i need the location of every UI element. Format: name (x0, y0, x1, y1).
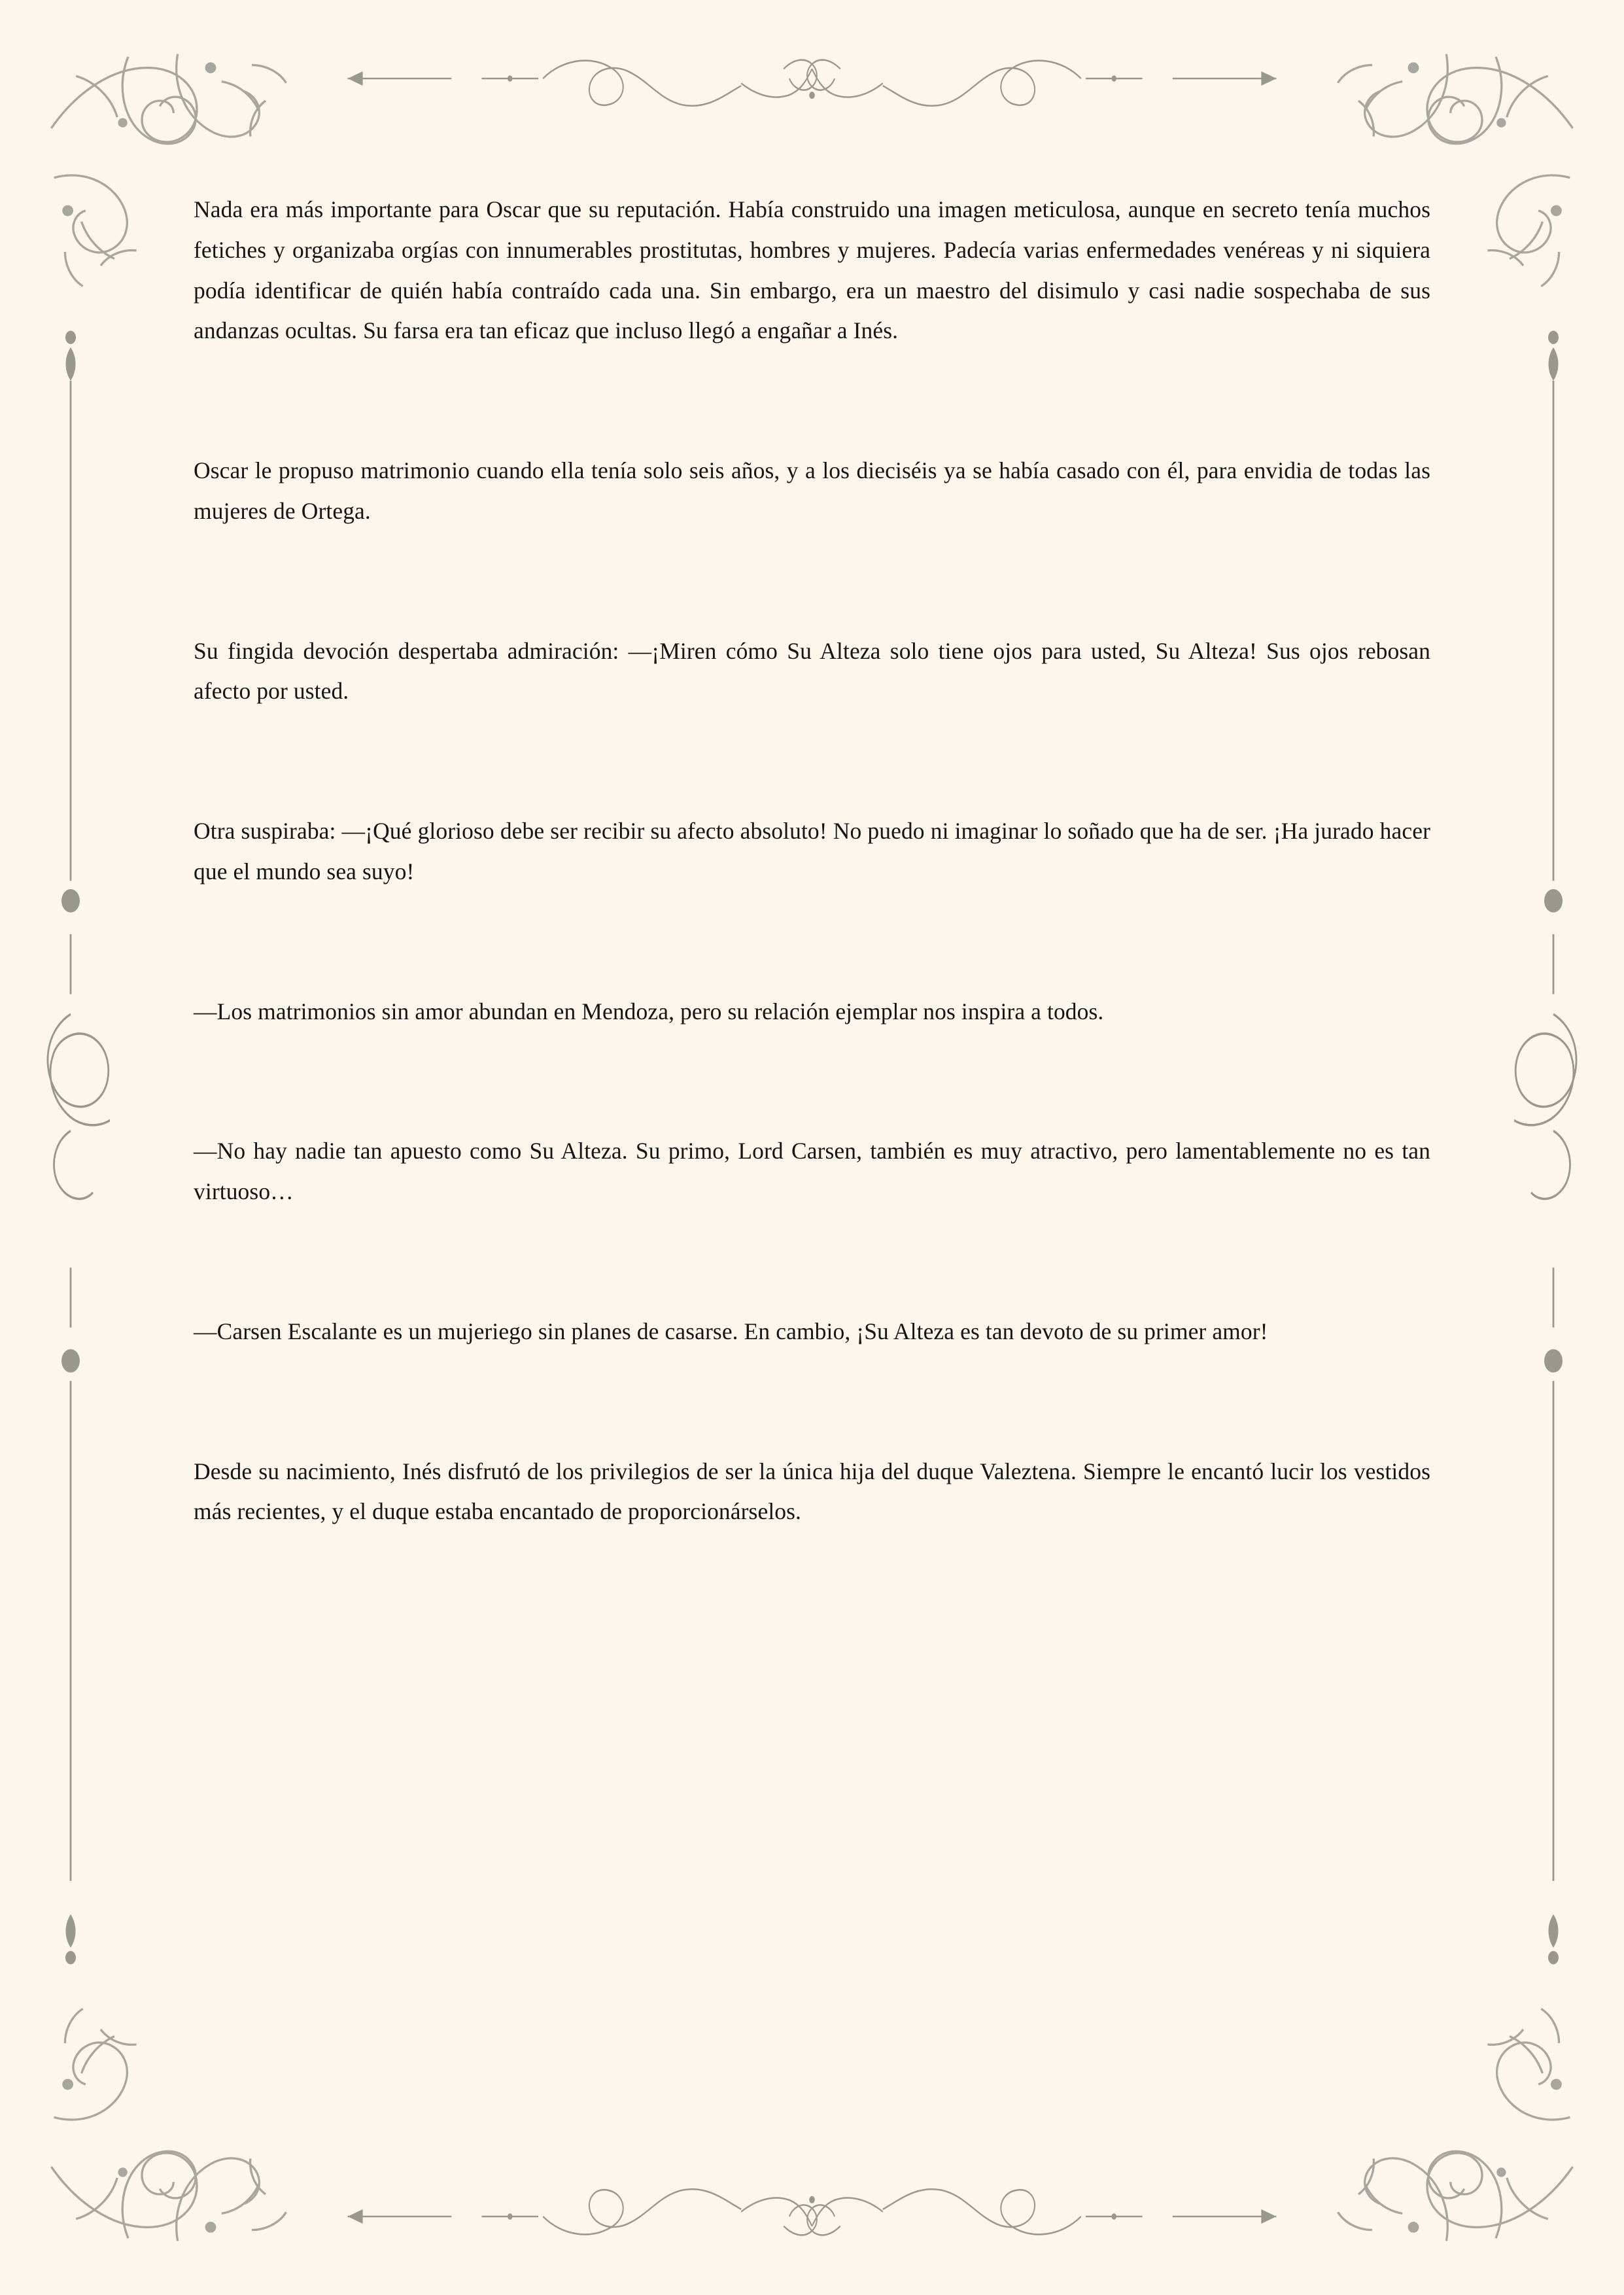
vertical-scroll-divider-icon-left (31, 314, 110, 1981)
paragraph: Desde su nacimiento, Inés disfrutó de los privilegios de ser la única hija del duque Valeztena. Siempre le encantó lucir los vestidos más recientes, y el duque estaba encantado de proporcionárselos. (194, 1458, 1430, 1525)
paragraph: —Carsen Escalante es un mujeriego sin planes de casarse. En cambio, ¡Su Alteza es tan devoto de su primer amor! (194, 1318, 1268, 1344)
paragraph: Nada era más importante para Oscar que su reputación. Había construido una imagen meticulosa, aunque en secreto tenía muchos fetiches y organizaba orgías con innumerables prostitutas, hombres y mujeres. Padecía varias enfermedades venéreas y ni siquiera podía identificar de quién había contraído cada una. Sin embargo, era un maestro del disimulo y casi nadie sospechaba de sus andanzas ocultas. Su farsa era tan eficaz que incluso llegó a engañar a Inés. (194, 196, 1430, 344)
horizontal-scroll-divider-icon-bottom (340, 2181, 1284, 2252)
paragraph: —Los matrimonios sin amor abundan en Mendoza, pero su relación ejemplar nos inspira a todos. (194, 998, 1104, 1025)
paragraph: Su fingida devoción despertaba admiración: —¡Miren cómo Su Alteza solo tiene ojos para usted, Su Alteza! Sus ojos rebosan afecto por usted. (194, 637, 1430, 705)
paragraph: —No hay nadie tan apuesto como Su Alteza. Su primo, Lord Carsen, también es muy atractivo, pero lamentablemente no es tan virtuoso… (194, 1138, 1430, 1205)
paragraph: Otra suspiraba: —¡Qué glorioso debe ser recibir su afecto absoluto! No puedo ni imaginar lo soñado que ha de ser. ¡Ha jurado hacer que el mundo sea suyo! (194, 818, 1430, 885)
horizontal-scroll-divider-icon-top (340, 43, 1284, 114)
paragraph: Oscar le propuso matrimonio cuando ella tenía solo seis años, y a los dieciséis ya se había casado con él, para envidia de todas las mujeres de Ortega. (194, 457, 1430, 524)
vertical-scroll-divider-icon-right (1514, 314, 1593, 1981)
page-body-text (194, 190, 1430, 2099)
